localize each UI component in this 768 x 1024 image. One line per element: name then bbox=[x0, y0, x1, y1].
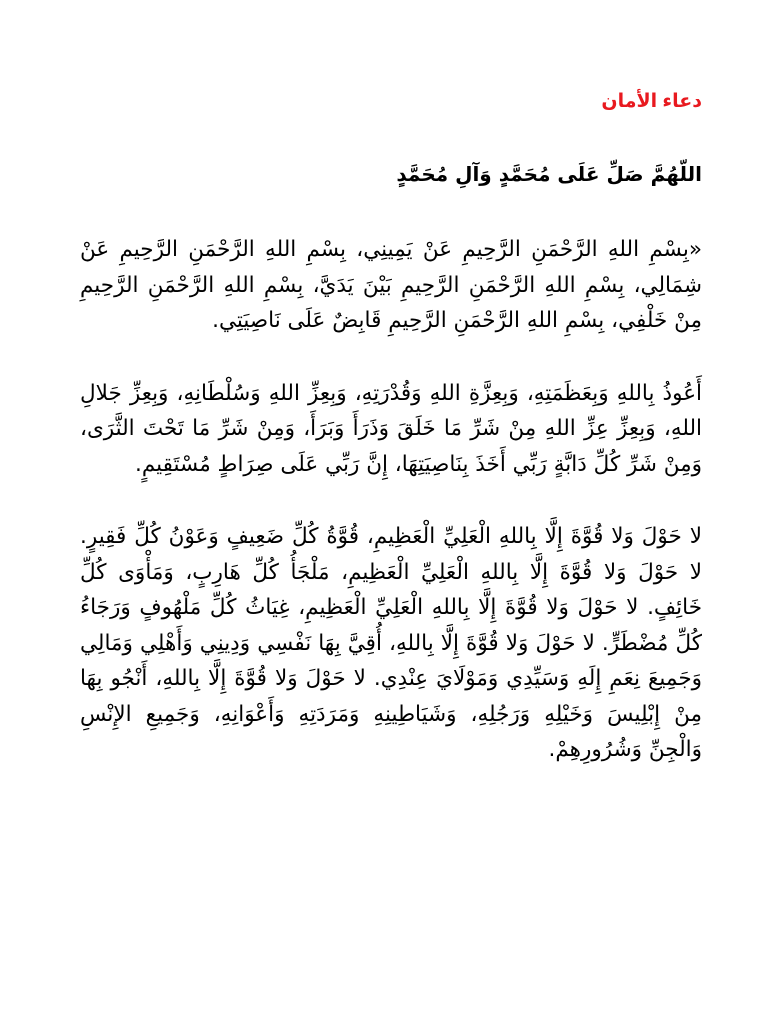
paragraph-hawqala: لا حَوْلَ وَلا قُوَّةَ إِلَّا بِاللهِ الْعَلِيِّ الْعَظِيمِ، قُوَّةُ كُلِّ ضَعِيفٍ وَعَوْنُ كُلِّ فَقِيرٍ. لا حَوْلَ وَلا قُوَّةَ إِلَّا بِاللهِ الْعَلِيِّ الْعَظِيمِ، مَلْجَأُ كُلِّ هَارِبٍ، وَمَأْوَى كُلِّ خَائِفٍ. لا حَوْلَ وَلا قُوَّةَ إِلَّا بِاللهِ الْعَلِيِّ الْعَظِيمِ، غِيَاثُ كُلِّ مَلْهُوفٍ وَرَجَاءُ كُلِّ مُضْطَرٍّ. لا حَوْلَ وَلا قُوَّةَ إِلَّا بِاللهِ، أُقِيَّ بِهَا نَفْسِي وَدِينِي وَأَهْلِي وَمَالِي وَجَمِيعَ نِعَمِ إِلَهِ وَسَيِّدِي وَمَوْلَايَ عِنْدِي. لا حَوْلَ وَلا قُوَّةَ إِلَّا بِاللهِ، أَنْجُو بِهَا مِنْ إِبْلِيسَ وَخَيْلِهِ وَرَجُلِهِ، وَشَيَاطِينِهِ وَمَرَدَتِهِ وَأَعْوَانِهِ، وَجَمِيعِ الإِنْسِ وَالْجِنِّ وَشُرُورِهِمْ. bbox=[80, 524, 702, 762]
paragraph-basmala: «بِسْمِ اللهِ الرَّحْمَنِ الرَّحِيمِ عَنْ يَمِينِي، بِسْمِ اللهِ الرَّحْمَنِ الرَّحِيمِ عَنْ شِمَالِي، بِسْمِ اللهِ الرَّحْمَنِ الرَّحِيمِ بَيْنَ يَدَيَّ، بِسْمِ اللهِ الرَّحْمَنِ الرَّحِيمِ مِنْ خَلْفِي، بِسْمِ اللهِ الرَّحْمَنِ الرَّحِيمِ قَابِضٌ عَلَى نَاصِيَتِي. bbox=[80, 237, 702, 333]
paragraph-istiadha: أَعُوذُ بِاللهِ وَبِعَظَمَتِهِ، وَبِعِزَّةِ اللهِ وَقُدْرَتِهِ، وَبِعِزِّ اللهِ وَسُلْطَانِهِ، وَبِعِزِّ جَلالِ اللهِ، وَبِعِزِّ عِزِّ اللهِ مِنْ شَرِّ مَا خَلَقَ وَذَرَأَ وَبَرَأَ، وَمِنْ شَرِّ مَا تَحْتَ الثَّرَى، وَمِنْ شَرِّ كُلِّ دَابَّةٍ رَبِّي أَخَذَ بِنَاصِيَتِهَا، إِنَّ رَبِّي عَلَى صِرَاطٍ مُسْتَقِيمٍ. bbox=[80, 380, 702, 477]
document-page bbox=[80, 88, 702, 805]
document-title: دعاء الأمان bbox=[601, 91, 702, 112]
salawat-line: اللّهُمَّ صَلِّ عَلَى مُحَمَّدٍ وَآلِ مُحَمَّدٍ bbox=[396, 162, 702, 186]
